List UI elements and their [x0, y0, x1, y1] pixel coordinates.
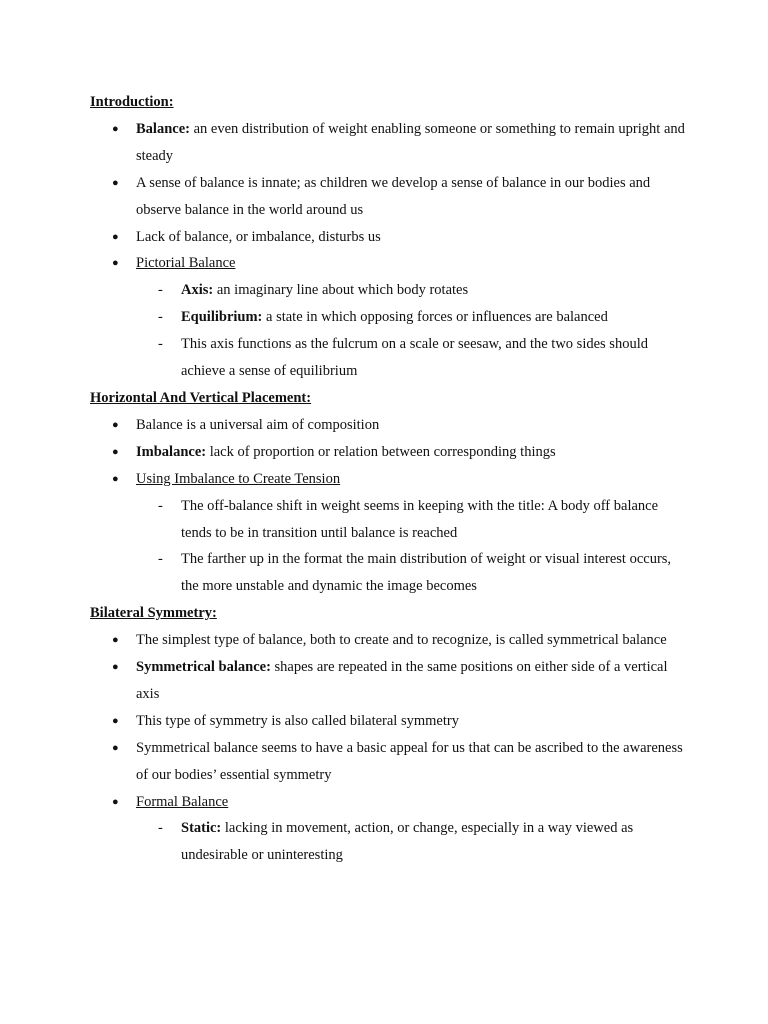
item-text: lack of proportion or relation between corresponding things: [206, 443, 556, 460]
term-label: Equilibrium:: [181, 309, 263, 326]
subheading-text: Using Imbalance to Create Tension: [136, 470, 341, 487]
list-item: [90, 627, 688, 654]
bullet-icon: ●: [112, 418, 119, 431]
item-text: This axis functions as the fulcrum on a scale or seesaw, and the two sides should achieve a sense of equilibrium: [181, 336, 648, 380]
bullet-list: [90, 627, 688, 869]
subheading-text: Pictorial Balance: [136, 255, 236, 272]
bullet-icon: ●: [112, 741, 119, 754]
section-heading: Bilateral Symmetry:: [90, 605, 217, 622]
term-label: Static:: [181, 820, 222, 837]
item-text: an even distribution of weight enabling someone or something to remain upright and steady: [136, 120, 685, 164]
list-item: [90, 789, 688, 816]
list-item: [90, 224, 688, 251]
bullet-icon: ●: [112, 634, 119, 647]
term-label: Imbalance:: [136, 443, 207, 460]
item-text: This type of symmetry is also called bilateral symmetry: [136, 712, 459, 729]
dash-icon: -: [158, 820, 163, 837]
list-item: [90, 735, 688, 789]
dash-icon: -: [158, 336, 163, 353]
sub-list-item: [90, 304, 688, 331]
section-heading: Introduction:: [90, 94, 174, 110]
bullet-icon: ●: [112, 714, 119, 727]
subheading-text: Formal Balance: [136, 793, 229, 810]
sub-list-item: [90, 277, 688, 304]
bullet-icon: ●: [112, 122, 119, 135]
list-item: [90, 466, 688, 493]
section-bilateral-symmetry: [90, 600, 688, 869]
bullet-icon: ●: [112, 472, 119, 485]
dash-icon: -: [158, 497, 163, 514]
list-item: [90, 439, 688, 466]
item-text: an imaginary line about which body rotates: [213, 282, 469, 299]
item-text: A sense of balance is innate; as children we develop a sense of balance in our bodies and observe balance in the world around us: [136, 174, 651, 218]
section-introduction: [90, 89, 688, 385]
bullet-list: [90, 412, 688, 600]
sub-list-item: [90, 815, 688, 869]
bullet-icon: ●: [112, 445, 119, 458]
term-label: Axis:: [181, 282, 214, 299]
item-text: Symmetrical balance seems to have a basic appeal for us that can be ascribed to the awareness of our bodies’ essential symmetry: [136, 739, 683, 783]
bullet-icon: ●: [112, 257, 119, 270]
item-text: a state in which opposing forces or influences are balanced: [262, 309, 608, 326]
list-item: [90, 170, 688, 224]
item-text: Lack of balance, or imbalance, disturbs us: [136, 228, 381, 245]
term-label: Balance:: [136, 120, 190, 137]
dash-icon: -: [158, 282, 163, 299]
bullet-icon: ●: [112, 795, 119, 808]
sub-list-item: [90, 493, 688, 547]
list-item: [90, 654, 688, 708]
section-horizontal-vertical-placement: [90, 385, 688, 600]
list-item: [90, 116, 688, 170]
section-heading: Horizontal And Vertical Placement:: [90, 389, 312, 406]
sub-list-item: [90, 331, 688, 385]
item-text: Balance is a universal aim of composition: [136, 416, 380, 433]
item-text: The farther up in the format the main distribution of weight or visual interest occurs, the more unstable and dynamic the image becomes: [181, 551, 672, 595]
bullet-list: [90, 116, 688, 385]
bullet-icon: ●: [112, 176, 119, 189]
list-item: [90, 250, 688, 277]
item-text: The off-balance shift in weight seems in keeping with the title: A body off balance tends to be in transition until balance is reached: [181, 497, 659, 541]
list-item: [90, 412, 688, 439]
item-text: lacking in movement, action, or change, especially in a way viewed as undesirable or uninteresting: [181, 820, 634, 864]
item-text: The simplest type of balance, both to create and to recognize, is called symmetrical balance: [136, 632, 667, 649]
dash-icon: -: [158, 551, 163, 568]
item-text: shapes are repeated in the same positions on either side of a vertical axis: [136, 659, 668, 702]
sub-list-item: [90, 546, 688, 600]
bullet-icon: ●: [112, 661, 119, 674]
list-item: [90, 708, 688, 735]
term-label: Symmetrical balance:: [136, 659, 271, 676]
dash-icon: -: [158, 309, 163, 326]
bullet-icon: ●: [112, 230, 119, 243]
